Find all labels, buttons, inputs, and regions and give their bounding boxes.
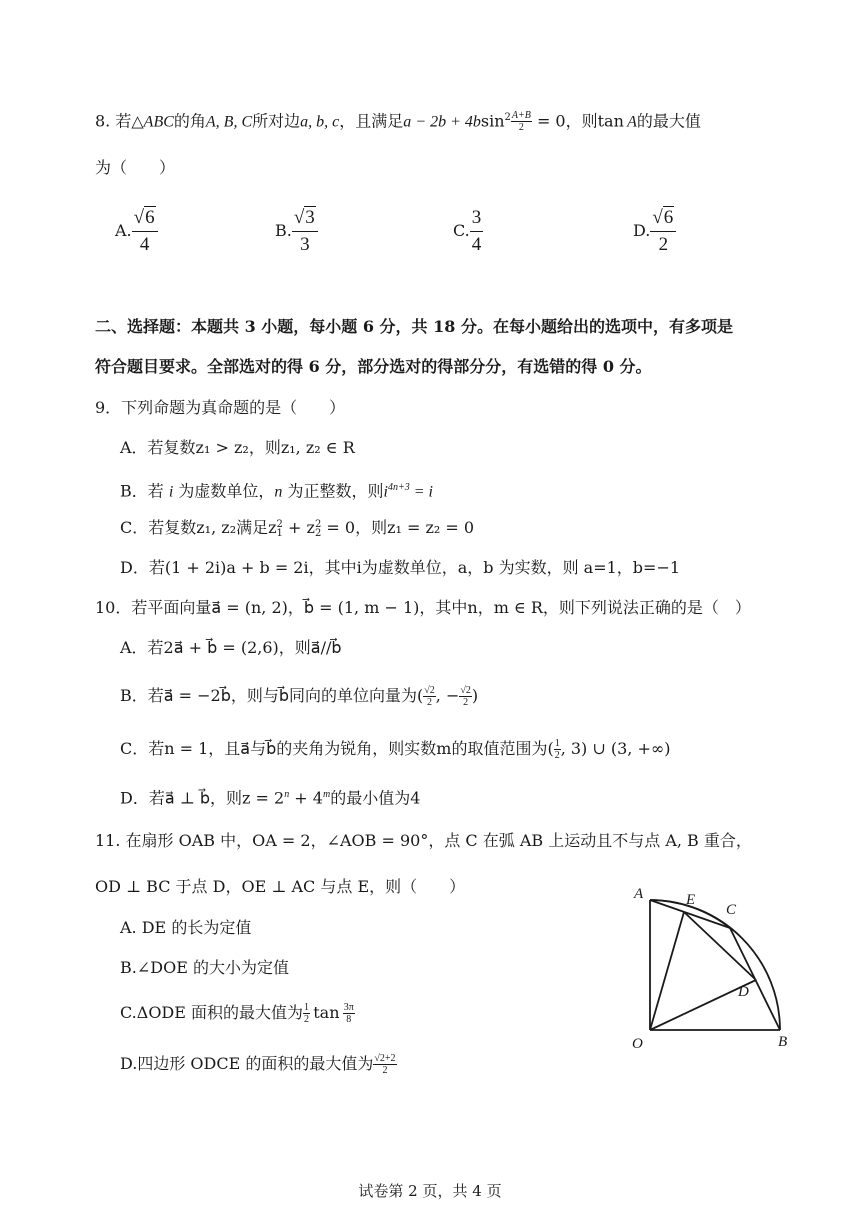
q11-option-d[interactable] bbox=[120, 1053, 397, 1076]
page-footer: 试卷第 2 页，共 4 页 bbox=[358, 1182, 502, 1200]
q10-c-prefix: C．若n = 1，且a⃗与b⃗的夹角为锐角，则实数m的取值范围为( bbox=[120, 739, 554, 758]
q10-c-f-den: 2 bbox=[554, 750, 560, 761]
label-o: O bbox=[632, 1036, 643, 1052]
q8-text-5: 的最大值 bbox=[636, 111, 701, 131]
q10-b-fraction-1 bbox=[423, 685, 436, 708]
q8-option-b[interactable] bbox=[275, 205, 318, 258]
q9-b-i: i bbox=[168, 483, 174, 501]
q10-b-end: ) bbox=[471, 686, 479, 705]
q11-option-b[interactable]: B.∠DOE 的大小为定值 bbox=[120, 958, 289, 977]
q8-sin-exp: 2 bbox=[504, 112, 511, 123]
q8-sin: sin bbox=[480, 111, 505, 131]
sector-figure bbox=[620, 880, 800, 1055]
q9-b-pow-base: i bbox=[383, 483, 388, 501]
q11-d-f-num: √2+2 bbox=[374, 1053, 396, 1064]
q11-c-fraction-2 bbox=[343, 1002, 355, 1025]
q8-option-c[interactable] bbox=[453, 205, 483, 258]
q8-text-2: 所对边 bbox=[252, 111, 301, 131]
q11-c-f1-num: 1 bbox=[304, 1002, 310, 1013]
q9-c-sub1: 1 bbox=[276, 527, 283, 539]
sqrt-symbol: √ bbox=[652, 207, 663, 228]
q8-option-b-letter: B. bbox=[275, 221, 292, 240]
q8-option-d-fraction bbox=[650, 205, 676, 258]
q11-d-fraction bbox=[373, 1053, 396, 1076]
q8-sin-arg-den: 2 bbox=[518, 122, 524, 134]
q11-c-f2-num: 3π bbox=[343, 1002, 354, 1013]
q8-text-4: ，则 bbox=[565, 111, 598, 131]
q10-option-d[interactable] bbox=[120, 785, 420, 808]
section2-heading-line2: 符合题目要求。全部选对的得 6 分，部分选对的得部分分，有选错的得 0 分。 bbox=[95, 357, 652, 376]
q11-stem-line2: OD ⊥ BC 于点 D，OE ⊥ AC 与点 E，则（ ） bbox=[95, 877, 466, 896]
q11-option-a[interactable]: A. DE 的长为定值 bbox=[120, 918, 252, 937]
q8-tan: tan bbox=[597, 111, 624, 131]
q11-option-c[interactable] bbox=[120, 1002, 355, 1025]
q10-b-f1-den: 2 bbox=[427, 697, 433, 708]
q8-option-b-fraction bbox=[292, 205, 318, 258]
q8-option-d-num: 6 bbox=[663, 207, 674, 228]
q10-c-fraction bbox=[554, 738, 561, 761]
q8-option-b-den: 3 bbox=[300, 234, 310, 255]
q8-sin-arg-fraction bbox=[511, 110, 532, 133]
q8-sin-arg-num: A+B bbox=[511, 110, 531, 122]
q10-c-f-num: 1 bbox=[554, 738, 560, 749]
q8-text-3: ，且满足 bbox=[339, 111, 404, 131]
q8-option-c-num: 3 bbox=[470, 205, 484, 232]
q8-abc: ABC bbox=[143, 113, 174, 131]
q11-c-tan: tan bbox=[313, 1003, 340, 1022]
q10-option-b[interactable] bbox=[120, 685, 478, 708]
q9-b-end: = i bbox=[409, 483, 433, 501]
q9-b-n: n bbox=[274, 483, 283, 501]
q10-d-exp1: n bbox=[284, 789, 290, 800]
sqrt-symbol: √ bbox=[133, 207, 145, 228]
q10-b-prefix: B．若a⃗ = −2b⃗，则与b⃗同向的单位向量为( bbox=[120, 686, 424, 705]
q10-d-end: 的最小值为4 bbox=[330, 788, 421, 808]
q9-b-pow-exp: 4n+3 bbox=[387, 482, 410, 493]
label-d: D bbox=[738, 984, 749, 1000]
q10-option-c[interactable] bbox=[120, 738, 670, 761]
q9-c-mid: + z bbox=[282, 518, 315, 537]
sqrt-symbol: √ bbox=[293, 207, 305, 228]
q11-d-f-den: 2 bbox=[382, 1065, 388, 1076]
q8-tan-arg: A bbox=[627, 113, 637, 131]
label-e: E bbox=[686, 892, 696, 908]
label-c: C bbox=[726, 902, 737, 918]
section2-heading-line1: 二、选择题：本题共 3 小题，每小题 6 分，共 18 分。在每小题给出的选项中，有多项是 bbox=[95, 317, 733, 336]
q10-d-exp2: m bbox=[322, 789, 331, 800]
q10-b-f2-num: √2 bbox=[460, 685, 471, 696]
q8-option-b-num: 3 bbox=[305, 207, 315, 228]
q8-option-a-num: 6 bbox=[145, 207, 155, 228]
q9-c-end: = 0，则z₁ = z₂ = 0 bbox=[321, 518, 475, 537]
q8-option-a-letter: A. bbox=[115, 221, 132, 240]
q9-option-b[interactable] bbox=[120, 478, 433, 502]
q8-option-a[interactable] bbox=[115, 205, 158, 258]
q8-stem-line1 bbox=[95, 108, 701, 133]
label-b: B bbox=[778, 1034, 788, 1050]
q9-c-sup1: 2 bbox=[276, 518, 283, 530]
q9-option-a[interactable]: A．若复数z₁ > z₂，则z₁, z₂ ∈ R bbox=[120, 438, 355, 457]
q8-stem-prefix: 8. 若 bbox=[95, 111, 132, 131]
q8-option-a-fraction bbox=[132, 205, 158, 258]
q8-option-a-den: 4 bbox=[139, 234, 150, 255]
q11-c-fraction-1 bbox=[303, 1002, 310, 1025]
q9-option-c[interactable] bbox=[120, 518, 474, 538]
q10-option-a[interactable]: A．若2a⃗ + b⃗ = (2,6)，则a⃗//b⃗ bbox=[120, 638, 342, 657]
q9-c-sup2: 2 bbox=[314, 518, 322, 530]
q11-c-f2-den: 8 bbox=[346, 1014, 352, 1025]
q10-b-f2-den: 2 bbox=[463, 697, 469, 708]
q9-b-mid: 为虚数单位， bbox=[173, 481, 275, 501]
q8-text-1: 的角 bbox=[173, 111, 206, 131]
q8-option-c-fraction bbox=[470, 205, 484, 258]
q10-c-end: , 3) ∪ (3, +∞) bbox=[560, 739, 671, 758]
q11-c-prefix: C.ΔODE 面积的最大值为 bbox=[120, 1003, 304, 1022]
q11-d-prefix: D.四边形 ODCE 的面积的最大值为 bbox=[120, 1054, 374, 1073]
q10-d-mid: + 4 bbox=[289, 788, 323, 808]
label-a: A bbox=[634, 886, 644, 902]
q9-b-mid2: 为正整数，则 bbox=[282, 481, 384, 501]
q8-sides: a, b, c bbox=[300, 113, 340, 131]
q8-triangle-symbol: △ bbox=[131, 111, 144, 131]
q11-c-f1-den: 2 bbox=[304, 1014, 310, 1025]
segment-de bbox=[684, 912, 756, 980]
q8-option-d-letter: D. bbox=[633, 221, 651, 240]
q9-option-d[interactable]: D．若(1 + 2i)a + b = 2i，其中i为虚数单位，a，b 为实数，则 a=1，b=−1 bbox=[120, 558, 681, 577]
q8-option-c-den: 4 bbox=[471, 234, 482, 255]
q10-b-f1-num: √2 bbox=[424, 685, 435, 696]
q8-eq-left: a − 2b + 4b bbox=[403, 113, 481, 131]
q8-stem-line2: 为（ ） bbox=[95, 158, 176, 177]
q8-option-d[interactable] bbox=[633, 205, 676, 258]
q10-stem: 10．若平面向量a⃗ = (n, 2)，b⃗ = (1, m − 1)，其中n，m ∈ R，则下列说法正确的是（ ） bbox=[95, 598, 751, 617]
q8-eq-right: = 0 bbox=[536, 111, 566, 131]
q8-option-c-letter: C. bbox=[453, 221, 470, 240]
q8-option-d-den: 2 bbox=[658, 234, 669, 255]
segment-oe bbox=[650, 912, 684, 1030]
q9-stem: 9．下列命题为真命题的是（ ） bbox=[95, 398, 346, 417]
q10-b-comma: , − bbox=[435, 686, 460, 705]
q9-c-prefix: C．若复数z₁, z₂满足z bbox=[120, 518, 277, 537]
q10-d-prefix: D．若a⃗ ⊥ b⃗，则z = 2 bbox=[120, 788, 285, 808]
q10-b-fraction-2 bbox=[459, 685, 472, 708]
q9-c-sub2: 2 bbox=[314, 527, 322, 539]
q8-angles: A, B, C bbox=[205, 113, 253, 131]
q9-b-prefix: B．若 bbox=[120, 481, 169, 501]
q11-stem-line1: 11. 在扇形 OAB 中，OA = 2，∠AOB = 90°，点 C 在弧 AB 上运动且不与点 A, B 重合， bbox=[95, 831, 752, 850]
